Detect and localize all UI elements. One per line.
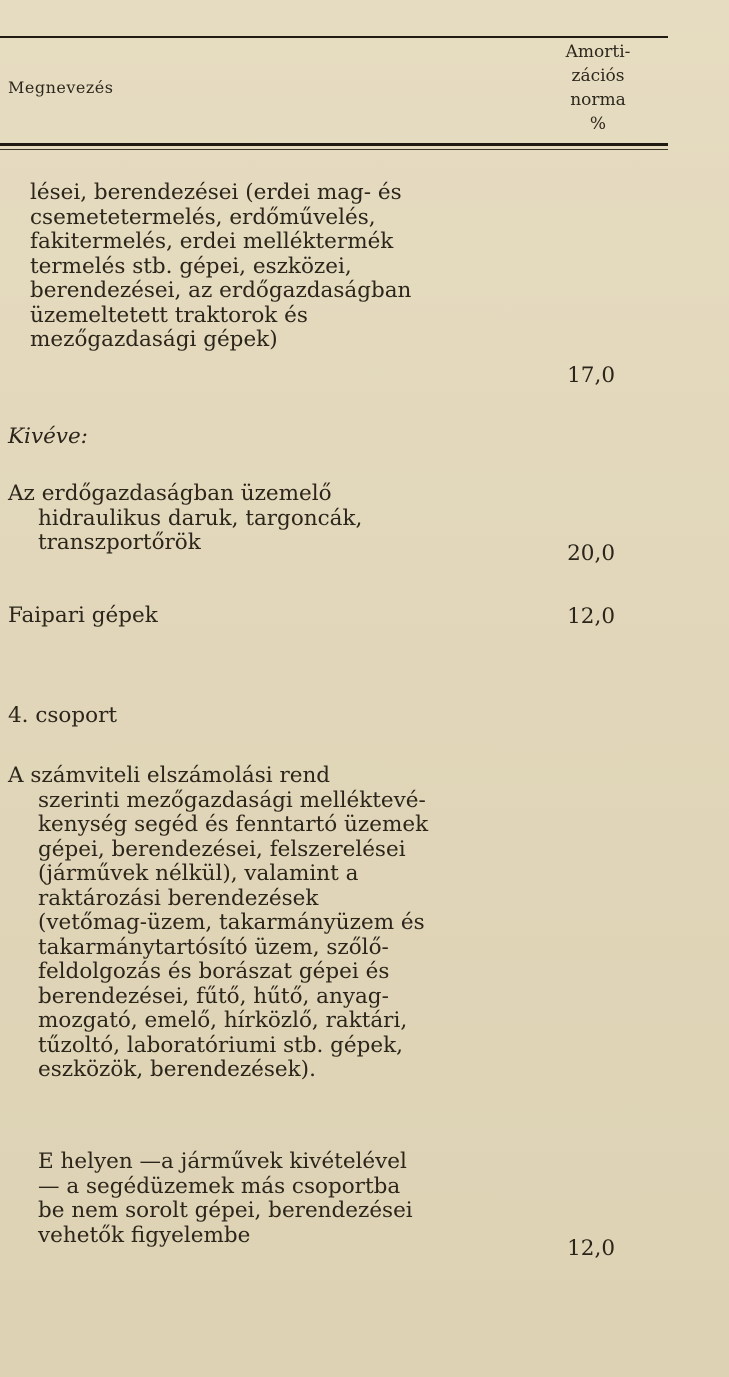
row-auxiliary-note: [38, 1150, 598, 1248]
text-line: termelés stb. gépei, eszközei,: [30, 253, 352, 279]
norm-value: 17,0: [567, 363, 615, 388]
norm-header-line: zációs: [571, 66, 625, 86]
text-line: kenység segéd és fenntartó üzemek: [38, 812, 429, 837]
text-line: gépei, berendezései, felszerelései: [38, 836, 406, 862]
column-header-norm: [548, 40, 648, 136]
text-line: szerinti mezőgazdasági melléktevé-: [38, 787, 426, 813]
text-line: tűzoltó, laboratóriumi stb. gépek,: [38, 1032, 404, 1058]
text-line: berendezései, az erdőgazdaságban: [30, 278, 412, 303]
header-rule: [0, 143, 668, 146]
norm-value: 12,0: [567, 604, 615, 629]
text-line: — a segédüzemek más csoportba: [38, 1173, 401, 1199]
text-line: fakitermelés, erdei melléktermék: [30, 229, 394, 254]
text-line: E helyen —a járművek kivételével: [38, 1149, 407, 1174]
row-hydraulic-cranes: [8, 482, 568, 556]
exception-heading: Kivéve:: [8, 424, 88, 449]
norm-value: 20,0: [567, 541, 615, 566]
text-line: (vetőmag-üzem, takarmányüzem és: [38, 910, 425, 935]
row-wood-industry: Faipari gépek: [8, 603, 158, 628]
text-line: eszközök, berendezések).: [38, 1057, 316, 1082]
norm-value: 12,0: [567, 1236, 615, 1261]
text-line: Az erdőgazdaságban üzemelő: [8, 481, 332, 506]
text-line: berendezései, fűtő, hűtő, anyag-: [38, 983, 389, 1009]
text-line: feldolgozás és borászat gépei és: [38, 959, 390, 984]
text-line: be nem sorolt gépei, berendezései: [38, 1198, 413, 1223]
norm-header-line: norma: [570, 90, 626, 110]
row-forestry-machines: [0, 181, 560, 353]
header-rule-thin: [0, 149, 668, 150]
norm-header-line: Amorti-: [565, 42, 631, 62]
group-heading: 4. csoport: [8, 703, 117, 728]
text-line: transzportőrök: [38, 530, 201, 555]
text-line: mozgató, emelő, hírközlő, raktári,: [38, 1008, 408, 1033]
text-line: mezőgazdasági gépek): [30, 327, 278, 352]
text-line: csemetetermelés, erdőművelés,: [30, 204, 376, 230]
text-line: lései, berendezései (erdei mag- és: [30, 180, 402, 205]
text-line: (járművek nélkül), valamint a: [38, 861, 359, 886]
text-line: üzemeltetett traktorok és: [30, 302, 308, 328]
text-line: A számviteli elszámolási rend: [8, 763, 331, 788]
text-line: vehetők figyelembe: [38, 1222, 251, 1248]
top-rule: [0, 36, 668, 38]
text-line: raktározási berendezések: [38, 885, 319, 911]
row-auxiliary-plants: [8, 764, 568, 1083]
text-line: hidraulikus daruk, targoncák,: [38, 505, 363, 531]
column-header-name: Megnevezés: [8, 78, 114, 97]
norm-header-percent: %: [589, 114, 607, 134]
text-line: takarmánytartósító üzem, szőlő-: [38, 934, 389, 960]
